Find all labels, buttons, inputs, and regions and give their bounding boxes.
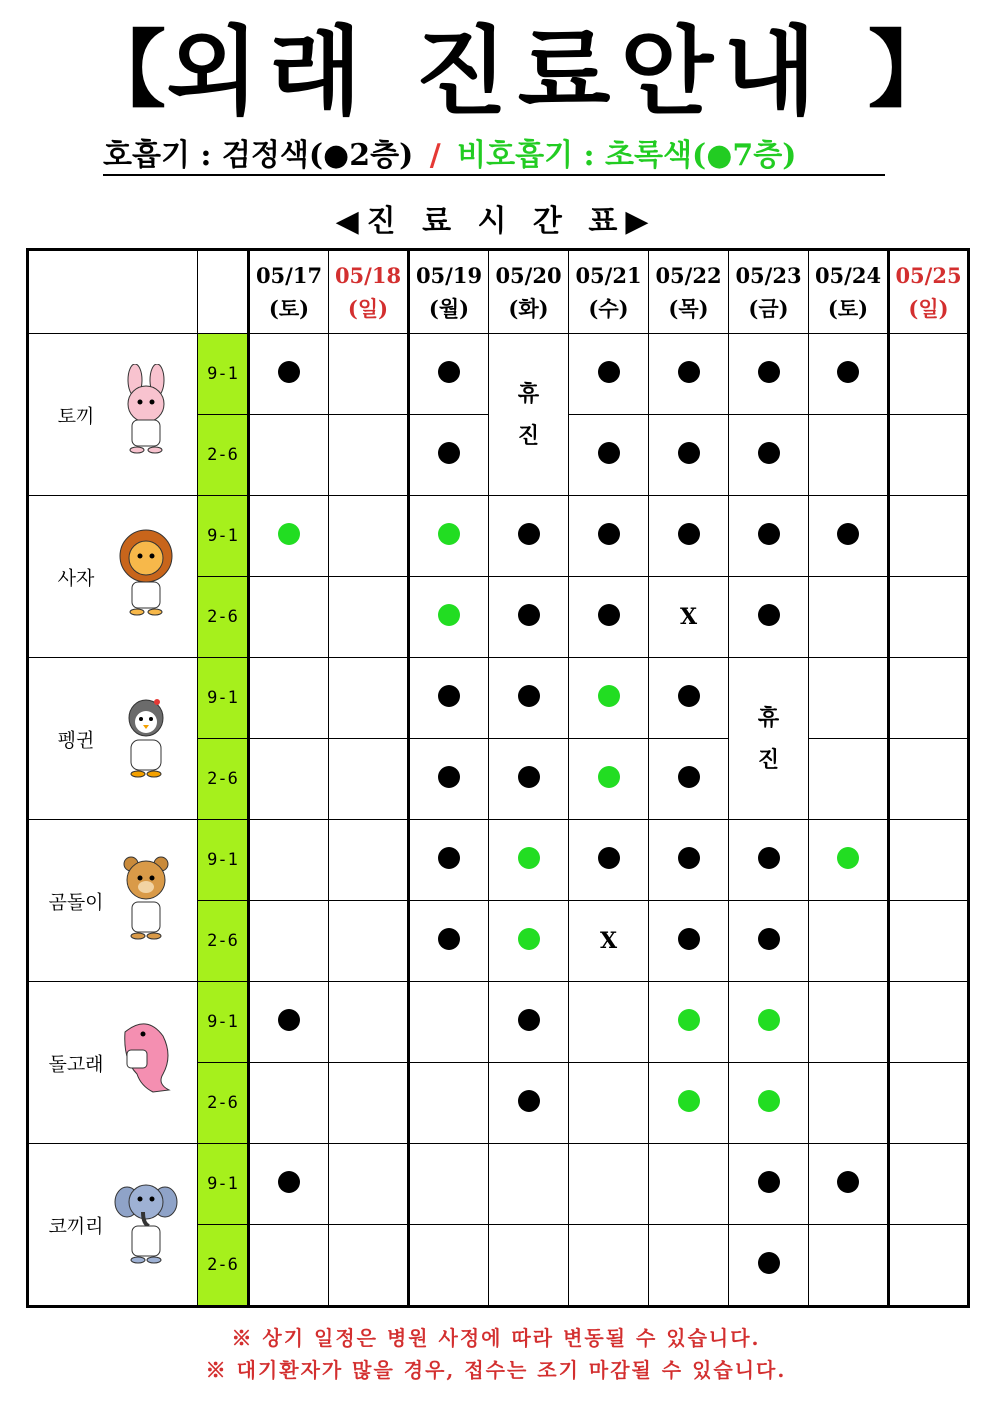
time-slot-label: 2-6 (198, 415, 249, 496)
schedule-cell (409, 334, 489, 415)
schedule-cell (809, 334, 889, 415)
schedule-cell (409, 739, 489, 820)
day-date: 05/18 (334, 263, 402, 288)
schedule-cell-empty (889, 982, 969, 1063)
legend-nonresp-floor: 7층) (732, 138, 797, 173)
schedule-cell-empty (329, 739, 409, 820)
schedule-cell (729, 820, 809, 901)
doctor-name: 돌고래 (48, 1053, 104, 1075)
respiratory-dot (758, 1252, 780, 1274)
schedule-cell (729, 496, 809, 577)
schedule-cell (649, 658, 729, 739)
schedule-cell (409, 415, 489, 496)
schedule-cell-empty (329, 577, 409, 658)
day-of-week: (목) (668, 296, 709, 321)
time-slot-label: 2-6 (198, 1225, 249, 1307)
schedule-cell-empty (329, 1063, 409, 1144)
non-respiratory-dot (598, 766, 620, 788)
non-respiratory-dot (598, 685, 620, 707)
day-date: 05/17 (255, 263, 323, 288)
time-slot-label: 9-1 (198, 820, 249, 901)
respiratory-dot (758, 847, 780, 869)
respiratory-dot (598, 361, 620, 383)
schedule-cell-empty (889, 1063, 969, 1144)
schedule-cell (569, 739, 649, 820)
respiratory-dot (678, 361, 700, 383)
day-header-05-25 (889, 250, 969, 334)
schedule-cell (729, 334, 809, 415)
note-2: ※ 대기환자가 많을 경우, 접수는 조기 마감될 수 있습니다. (205, 1358, 787, 1382)
day-header-05-20 (489, 250, 569, 334)
schedule-cell-empty (249, 415, 329, 496)
schedule-cell (489, 739, 569, 820)
non-respiratory-dot (438, 604, 460, 626)
day-of-week: (일) (347, 296, 389, 321)
day-date: 05/22 (655, 263, 722, 288)
doctor-cell (28, 496, 198, 658)
respiratory-dot (598, 523, 620, 545)
schedule-cell-empty (249, 820, 329, 901)
schedule-cell-empty (889, 577, 969, 658)
respiratory-dot (518, 523, 540, 545)
non-respiratory-dot (678, 1009, 700, 1031)
day-date: 05/21 (575, 263, 642, 288)
schedule-cell-empty (329, 982, 409, 1063)
respiratory-dot (837, 1171, 859, 1193)
schedule-cell (809, 1144, 889, 1225)
schedule-cell (409, 577, 489, 658)
day-of-week: (토) (268, 296, 310, 321)
respiratory-dot (758, 361, 780, 383)
day-of-week: (월) (428, 296, 470, 321)
legend-slash: / (429, 138, 441, 173)
respiratory-dot (758, 928, 780, 950)
schedule-cell-empty (329, 496, 409, 577)
schedule-cell (409, 496, 489, 577)
non-respiratory-dot (678, 1090, 700, 1112)
schedule-cell-empty (889, 1225, 969, 1307)
schedule-row (28, 982, 969, 1063)
schedule-cell-empty (649, 1144, 729, 1225)
closed-text-2: 진 (517, 422, 540, 449)
respiratory-dot (278, 361, 300, 383)
respiratory-dot (678, 928, 700, 950)
schedule-cell (489, 982, 569, 1063)
respiratory-dot (598, 847, 620, 869)
day-header-05-23 (729, 250, 809, 334)
schedule-cell-empty (409, 1063, 489, 1144)
respiratory-dot (518, 1009, 540, 1031)
schedule-cell (649, 415, 729, 496)
header-blank-time (198, 250, 249, 334)
schedule-cell (649, 739, 729, 820)
schedule-cell (649, 820, 729, 901)
schedule-cell (729, 415, 809, 496)
doctor-cell (28, 1144, 198, 1307)
day-header-05-24 (809, 250, 889, 334)
respiratory-dot (758, 604, 780, 626)
closed-text-2: 진 (757, 746, 780, 773)
closed-cell (489, 334, 569, 496)
schedule-row (28, 496, 969, 577)
day-date: 05/20 (495, 263, 562, 288)
respiratory-dot (678, 442, 700, 464)
schedule-cell-empty (569, 1144, 649, 1225)
unavailable-mark: X (679, 604, 698, 630)
schedule-cell-empty (409, 982, 489, 1063)
non-respiratory-dot (278, 523, 300, 545)
schedule-cell (729, 901, 809, 982)
schedule-cell-empty (889, 496, 969, 577)
schedule-cell-empty (249, 658, 329, 739)
schedule-row (28, 820, 969, 901)
unavailable-mark: X (599, 928, 618, 954)
day-of-week: (수) (588, 296, 629, 321)
schedule-cell-empty (329, 901, 409, 982)
schedule-cell (249, 982, 329, 1063)
respiratory-dot (598, 604, 620, 626)
schedule-cell-empty (809, 577, 889, 658)
respiratory-dot (278, 1171, 300, 1193)
legend-nonresp-label: 비호흡기 : 초록색( (457, 138, 707, 173)
day-header-05-21 (569, 250, 649, 334)
schedule-cell-empty (809, 1063, 889, 1144)
day-of-week: (금) (748, 296, 789, 321)
schedule-cell (649, 496, 729, 577)
schedule-cell-empty (249, 739, 329, 820)
schedule-cell-empty (329, 415, 409, 496)
non-respiratory-dot (837, 847, 859, 869)
schedule-cell (569, 820, 649, 901)
schedule-cell (409, 820, 489, 901)
schedule-cell (489, 496, 569, 577)
doctor-cell (28, 820, 198, 982)
schedule-cell (729, 1144, 809, 1225)
schedule-cell (489, 577, 569, 658)
day-header-05-17 (249, 250, 329, 334)
header-blank-doctor (28, 250, 198, 334)
schedule-cell (649, 901, 729, 982)
schedule-cell (249, 1144, 329, 1225)
time-slot-label: 9-1 (198, 658, 249, 739)
non-respiratory-dot (518, 847, 540, 869)
schedule-cell-empty (329, 820, 409, 901)
respiratory-dot (438, 685, 460, 707)
non-respiratory-dot (758, 1090, 780, 1112)
legend (103, 138, 885, 176)
note-1: ※ 상기 일정은 병원 사정에 따라 변동될 수 있습니다. (231, 1326, 761, 1350)
schedule-cell (249, 496, 329, 577)
schedule-table (26, 248, 970, 1308)
title-open-bracket: 【 (82, 21, 167, 119)
schedule-cell-empty (249, 901, 329, 982)
non-respiratory-dot (758, 1009, 780, 1031)
respiratory-dot (438, 442, 460, 464)
schedule-cell (569, 901, 649, 982)
schedule-cell (489, 1063, 569, 1144)
schedule-row (28, 658, 969, 739)
schedule-cell-empty (249, 577, 329, 658)
schedule-cell-empty (489, 1225, 569, 1307)
respiratory-dot (438, 928, 460, 950)
respiratory-dot (278, 1009, 300, 1031)
day-of-week: (일) (908, 296, 949, 321)
time-slot-label: 9-1 (198, 1144, 249, 1225)
schedule-cell-empty (489, 1144, 569, 1225)
schedule-cell-empty (809, 1225, 889, 1307)
respiratory-dot (678, 766, 700, 788)
respiratory-dot (837, 523, 859, 545)
schedule-cell-empty (809, 982, 889, 1063)
day-date: 05/23 (735, 263, 802, 288)
respiratory-dot (678, 847, 700, 869)
legend-resp-dot: ● (323, 138, 350, 173)
respiratory-dot (518, 685, 540, 707)
legend-nonresp-dot: ● (706, 138, 733, 173)
schedule-cell (729, 1063, 809, 1144)
respiratory-dot (518, 766, 540, 788)
time-slot-label: 2-6 (198, 739, 249, 820)
schedule-cell-empty (329, 1144, 409, 1225)
schedule-cell (649, 1063, 729, 1144)
schedule-cell-empty (569, 1063, 649, 1144)
time-slot-label: 9-1 (198, 496, 249, 577)
doctor-cell (28, 658, 198, 820)
respiratory-dot (758, 523, 780, 545)
schedule-cell-empty (889, 415, 969, 496)
schedule-cell (249, 334, 329, 415)
schedule-subtitle: ◀진 료 시 간 표▶ (335, 204, 657, 239)
respiratory-dot (758, 442, 780, 464)
schedule-cell (569, 496, 649, 577)
closed-text-1: 휴 (757, 704, 780, 731)
schedule-cell (809, 820, 889, 901)
schedule-cell (649, 982, 729, 1063)
schedule-cell-empty (329, 658, 409, 739)
day-header-05-19 (409, 250, 489, 334)
doctor-cell (28, 334, 198, 496)
schedule-cell (569, 415, 649, 496)
schedule-cell-empty (809, 901, 889, 982)
time-slot-label: 9-1 (198, 334, 249, 415)
schedule-cell-empty (329, 1225, 409, 1307)
schedule-cell (729, 982, 809, 1063)
doctor-cell (28, 982, 198, 1144)
respiratory-dot (598, 442, 620, 464)
schedule-cell-empty (569, 1225, 649, 1307)
schedule-cell (729, 1225, 809, 1307)
schedule-cell (569, 577, 649, 658)
schedule-cell-empty (569, 982, 649, 1063)
title-text: 외래 진료안내 (166, 16, 826, 128)
respiratory-dot (678, 685, 700, 707)
time-slot-label: 9-1 (198, 982, 249, 1063)
day-of-week: (토) (827, 296, 869, 321)
schedule-cell-empty (889, 1144, 969, 1225)
schedule-cell (489, 901, 569, 982)
title-close-bracket: 】 (868, 21, 953, 119)
schedule-cell-empty (809, 415, 889, 496)
schedule-cell (569, 658, 649, 739)
schedule-cell (649, 577, 729, 658)
respiratory-dot (518, 604, 540, 626)
respiratory-dot (758, 1171, 780, 1193)
schedule-cell-empty (649, 1225, 729, 1307)
day-header-05-18 (329, 250, 409, 334)
schedule-cell (409, 658, 489, 739)
page-title (0, 12, 992, 132)
schedule-row (28, 334, 969, 415)
legend-resp-floor: 2층) (349, 138, 414, 173)
respiratory-dot (518, 1090, 540, 1112)
schedule-cell-empty (889, 739, 969, 820)
closed-cell (729, 658, 809, 820)
schedule-cell-empty (329, 334, 409, 415)
footer-notes (0, 1322, 992, 1386)
time-slot-label: 2-6 (198, 577, 249, 658)
schedule-cell-empty (809, 739, 889, 820)
schedule-cell-empty (809, 658, 889, 739)
non-respiratory-dot (518, 928, 540, 950)
schedule-cell (809, 496, 889, 577)
doctor-name: 곰돌이 (48, 891, 104, 913)
schedule-cell-empty (889, 334, 969, 415)
schedule-cell-empty (889, 820, 969, 901)
schedule-cell (489, 820, 569, 901)
day-date: 05/24 (814, 263, 882, 288)
schedule-cell-empty (889, 658, 969, 739)
time-slot-label: 2-6 (198, 901, 249, 982)
schedule-cell-empty (889, 901, 969, 982)
schedule-cell-empty (249, 1225, 329, 1307)
doctor-name: 사자 (57, 567, 95, 589)
doctor-name: 코끼리 (48, 1215, 104, 1237)
doctor-name: 펭귄 (57, 729, 95, 751)
respiratory-dot (837, 361, 859, 383)
closed-text-1: 휴 (517, 380, 540, 407)
schedule-row (28, 1144, 969, 1225)
schedule-cell-empty (409, 1225, 489, 1307)
table-header-row (28, 250, 969, 334)
schedule-cell-empty (249, 1063, 329, 1144)
non-respiratory-dot (438, 523, 460, 545)
day-of-week: (화) (508, 296, 549, 321)
doctor-name: 토끼 (57, 405, 95, 427)
schedule-cell (569, 334, 649, 415)
schedule-cell (729, 577, 809, 658)
legend-resp-label: 호흡기 : 검정색( (103, 138, 324, 173)
schedule-cell (409, 901, 489, 982)
respiratory-dot (438, 766, 460, 788)
day-date: 05/25 (895, 263, 962, 288)
time-slot-label: 2-6 (198, 1063, 249, 1144)
day-date: 05/19 (415, 263, 483, 288)
respiratory-dot (438, 847, 460, 869)
schedule-cell (649, 334, 729, 415)
schedule-cell-empty (409, 1144, 489, 1225)
respiratory-dot (438, 361, 460, 383)
day-header-05-22 (649, 250, 729, 334)
schedule-cell (489, 658, 569, 739)
respiratory-dot (678, 523, 700, 545)
